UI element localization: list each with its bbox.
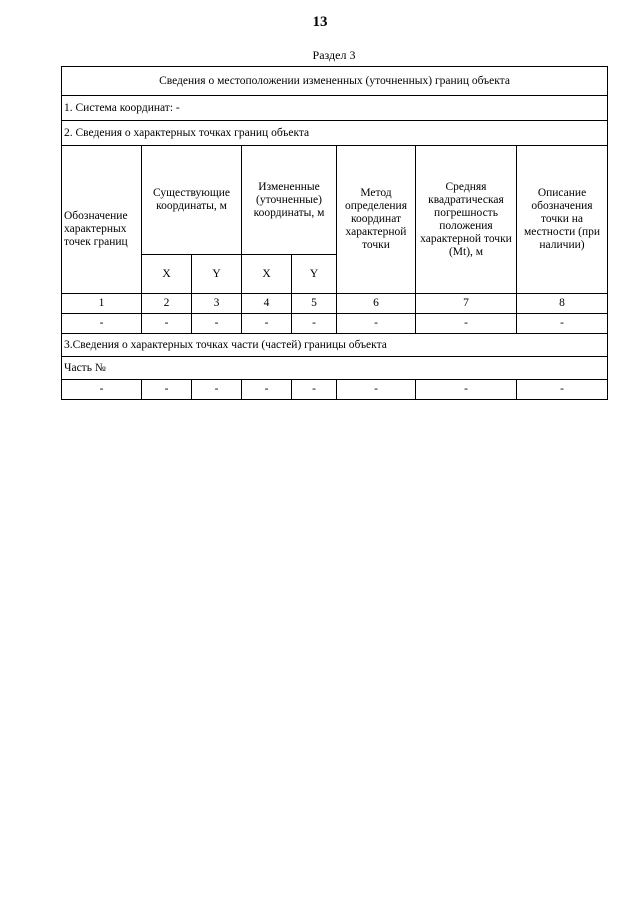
header-existing-x: X: [142, 255, 192, 294]
column-number: 3: [192, 294, 242, 314]
table-cell: -: [242, 380, 292, 400]
header-changed-y: Y: [292, 255, 337, 294]
table-cell: -: [192, 380, 242, 400]
table-row: [62, 380, 608, 400]
header-method: Метод определения координат характерной точки: [337, 146, 416, 294]
section-label: Раздел 3: [312, 48, 356, 62]
table-row: [62, 314, 608, 334]
coord-system-row: 1. Система координат: -: [62, 96, 608, 121]
table-cell: -: [62, 314, 142, 334]
column-number: 8: [517, 294, 608, 314]
table-cell: -: [142, 380, 192, 400]
section2-heading: 2. Сведения о характерных точках границ объекта: [62, 121, 608, 146]
table-cell: -: [192, 314, 242, 334]
section3-heading: 3.Сведения о характерных точках части (частей) границы объекта: [62, 334, 608, 357]
table-cell: -: [62, 380, 142, 400]
page-number: 13: [312, 14, 328, 30]
header-changed-x: X: [242, 255, 292, 294]
header-point-designation: Обозначение характерных точек границ: [62, 146, 142, 294]
table-cell: -: [142, 314, 192, 334]
column-number: 6: [337, 294, 416, 314]
table-cell: -: [242, 314, 292, 334]
table-cell: -: [517, 380, 608, 400]
column-number-row: [62, 294, 608, 314]
column-number: 2: [142, 294, 192, 314]
table-cell: -: [416, 314, 517, 334]
part-number-label: Часть №: [62, 357, 608, 380]
header-description: Описание обозначения точки на местности (при наличии): [517, 146, 608, 294]
table-cell: -: [292, 380, 337, 400]
column-number: 1: [62, 294, 142, 314]
header-error: Средняя квадратическая погрешность положения характерной точки (Mt), м: [416, 146, 517, 294]
column-number: 5: [292, 294, 337, 314]
column-number: 4: [242, 294, 292, 314]
table-cell: -: [416, 380, 517, 400]
table-cell: -: [517, 314, 608, 334]
boundary-points-table: [61, 66, 608, 400]
table-title: Сведения о местоположении измененных (уточненных) границ объекта: [62, 67, 608, 96]
table-cell: -: [337, 380, 416, 400]
header-existing-coords: Существующие координаты, м: [142, 146, 242, 255]
column-number: 7: [416, 294, 517, 314]
header-existing-y: Y: [192, 255, 242, 294]
table-cell: -: [292, 314, 337, 334]
header-changed-coords: Измененные (уточненные) координаты, м: [242, 146, 337, 255]
table-cell: -: [337, 314, 416, 334]
